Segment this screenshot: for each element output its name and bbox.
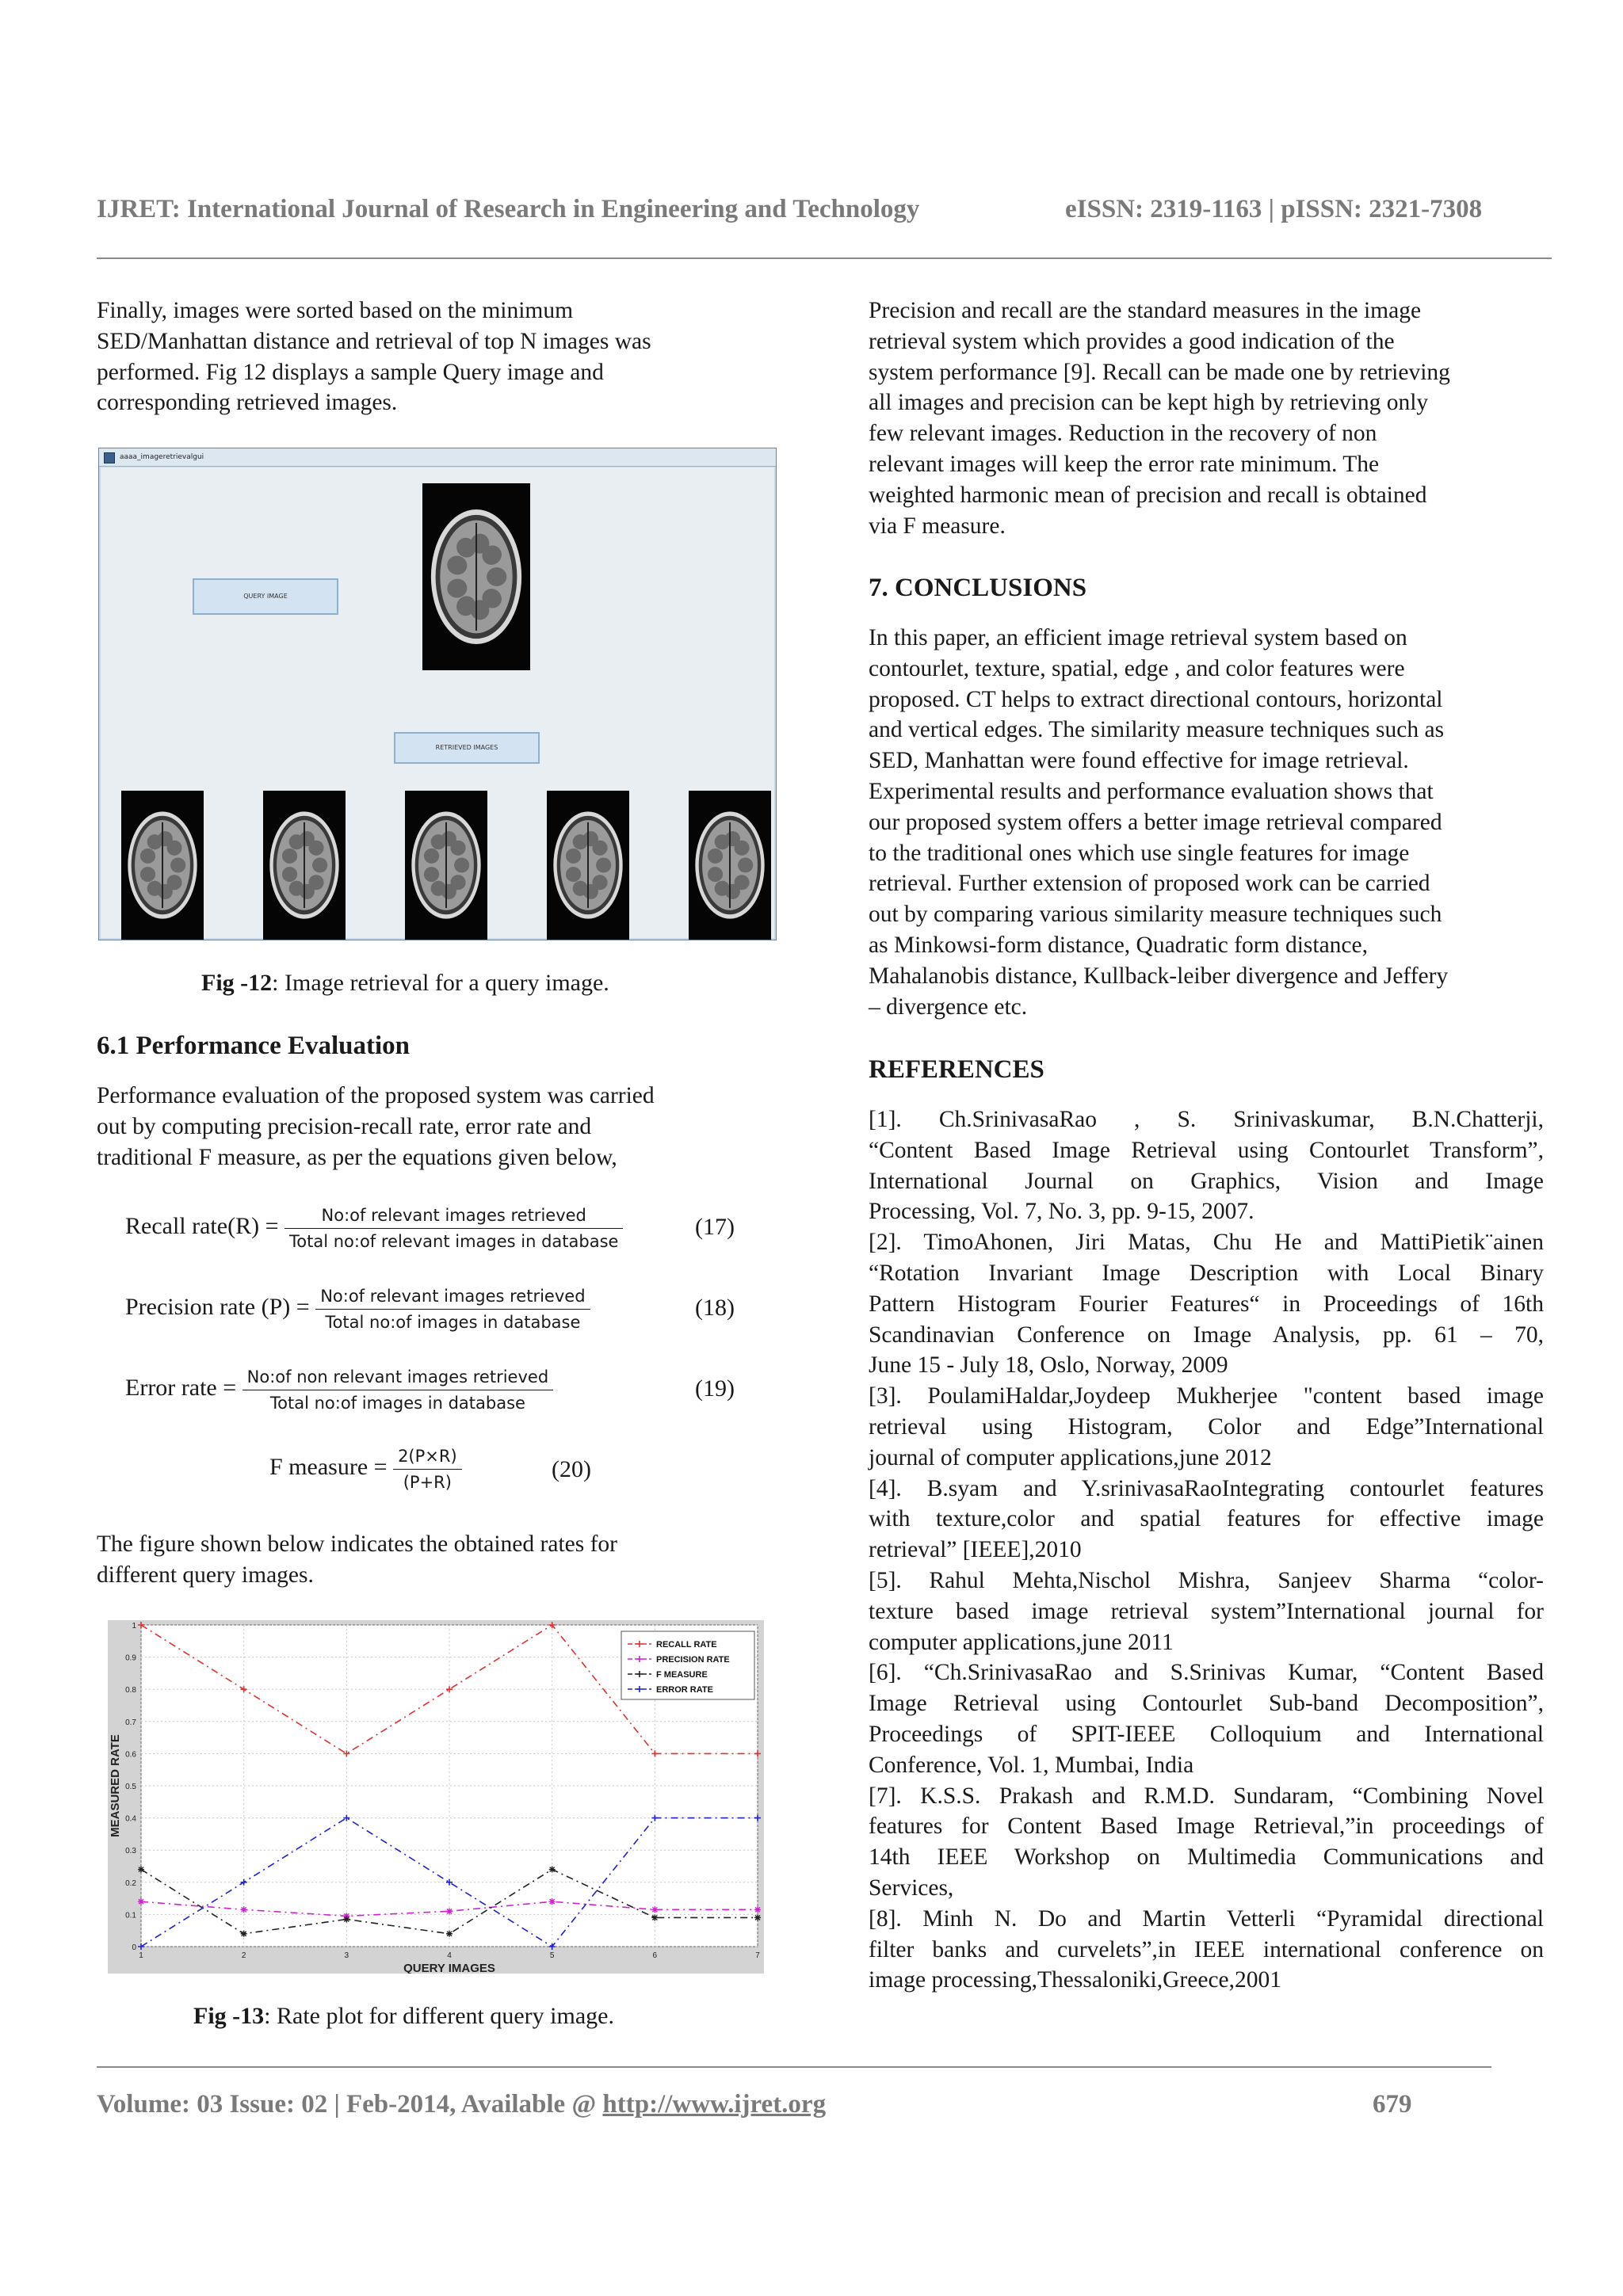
equation-number: (19): [695, 1375, 735, 1402]
reference-line: Proceedings of SPIT-IEEE Colloquium and International: [869, 1721, 1544, 1747]
y-tick-label: 0.2: [125, 1878, 136, 1888]
reference-line: journal of computer applications,june 2012: [869, 1444, 1272, 1470]
text-line: proposed. CT helps to extract directional contours, horizontal: [869, 686, 1443, 712]
reference-line: [1]. Ch.SrinivasaRao , S. Srinivaskumar, B.N.Chatterji,: [869, 1107, 1544, 1132]
y-tick-label: 1: [132, 1622, 136, 1630]
text-line: via F measure.: [869, 513, 1006, 539]
x-axis-label: QUERY IMAGES: [403, 1962, 495, 1974]
text-line: out by comparing various similarity measure techniques such: [869, 902, 1442, 928]
x-tick-label: 3: [344, 1951, 349, 1960]
query-mri-image: [422, 483, 530, 670]
reference-line: “Rotation Invariant Image Description with Local Binary: [869, 1260, 1544, 1286]
reference-line: “Content Based Image Retrieval using Contourlet Transform”,: [869, 1137, 1544, 1163]
fraction: [285, 1206, 623, 1251]
brain-scan-icon: [263, 791, 346, 940]
y-tick-label: 0.6: [125, 1750, 136, 1760]
figure-13-chart: [108, 1620, 764, 1974]
reference-line: International Journal on Graphics, Vision and Image: [869, 1168, 1544, 1194]
brain-scan-icon: [689, 791, 771, 940]
text-line: few relevant images. Reduction in the recovery of non: [869, 421, 1377, 447]
reference-line: filter banks and curvelets”,in IEEE international conference on: [869, 1936, 1544, 1962]
text-line: different query images.: [97, 1562, 314, 1588]
text-line: SED, Manhattan were found effective for image retrieval.: [869, 748, 1409, 774]
window-title: aaaa_imageretrievalgui: [120, 453, 204, 461]
query-image-button[interactable]: QUERY IMAGE: [193, 578, 338, 615]
precision-paragraph: [869, 296, 1544, 541]
retrieved-mri-image: [547, 791, 629, 940]
data-point: [241, 1931, 247, 1937]
text-line: performed. Fig 12 displays a sample Query image and: [97, 359, 604, 385]
numerator: No:of relevant images retrieved: [315, 1287, 590, 1310]
reference-line: features for Content Based Image Retrieval,”in proceedings of: [869, 1814, 1544, 1840]
equation-error: [125, 1367, 553, 1413]
gui-panel: [101, 467, 774, 938]
reference-line: [7]. K.S.S. Prakash and R.M.D. Sundaram, “Combining Novel: [869, 1783, 1544, 1809]
rate-plot: [108, 1620, 764, 1974]
brain-scan-icon: [121, 791, 204, 940]
reference-line: [4]. B.syam and Y.srinivasaRaoIntegrating contourlet features: [869, 1475, 1544, 1501]
reference-item: [869, 1657, 1544, 1780]
caption-text: : Image retrieval for a query image.: [272, 970, 609, 996]
text-line: Experimental results and performance evaluation shows that: [869, 778, 1434, 804]
text-line: retrieval system which provides a good indication of the: [869, 328, 1395, 354]
reference-line: retrieval” [IEEE],2010: [869, 1537, 1082, 1563]
data-point: [754, 1906, 761, 1913]
section-title-6-1: 6.1 Performance Evaluation: [97, 1032, 411, 1060]
retrieved-mri-image: [405, 791, 487, 940]
text-line: In this paper, an efficient image retrieval system based on: [869, 625, 1407, 650]
text-line: out by computing precision-recall rate, error rate and: [97, 1113, 592, 1139]
header-rule: [97, 257, 1552, 259]
journal-title: IJRET: International Journal of Research in Engineering and Technology: [97, 195, 920, 223]
x-tick-label: 1: [139, 1951, 143, 1960]
window-titlebar: [99, 448, 776, 467]
text-line: our proposed system offers a better image retrieval compared: [869, 809, 1442, 835]
denominator: (P+R): [403, 1473, 452, 1492]
data-point: [549, 1867, 556, 1873]
data-point: [446, 1931, 453, 1937]
text-line: corresponding retrieved images.: [97, 390, 398, 416]
x-tick-label: 7: [755, 1951, 760, 1960]
footer: [97, 2090, 1412, 2119]
figure-12-screenshot: [98, 448, 777, 940]
caption-text: : Rate plot for different query image.: [264, 2003, 614, 2029]
data-point: [446, 1908, 453, 1914]
reference-item: [869, 1566, 1544, 1657]
reference-line: Image Retrieval using Contourlet Sub-band Decomposition”,: [869, 1691, 1544, 1717]
legend-label: RECALL RATE: [656, 1640, 717, 1650]
intro-paragraph: [97, 296, 772, 418]
reference-line: Services,: [869, 1875, 954, 1901]
equation-number: (20): [552, 1456, 591, 1482]
data-point: [651, 1914, 658, 1920]
reference-item: [869, 1781, 1544, 1904]
reference-line: Scandinavian Conference on Image Analysis, pp. 61 – 70,: [869, 1322, 1544, 1348]
reference-item: [869, 1227, 1544, 1381]
text-line: The figure shown below indicates the obtained rates for: [97, 1531, 617, 1557]
data-point: [651, 1906, 658, 1913]
text-line: system performance [9]. Recall can be made one by retrieving: [869, 359, 1450, 385]
legend-label: ERROR RATE: [656, 1685, 713, 1695]
reference-item: [869, 1904, 1544, 1996]
reference-line: [5]. Rahul Mehta,Nischol Mishra, Sanjeev Sharma “color-: [869, 1567, 1544, 1593]
reference-line: Pattern Histogram Fourier Features“ in Proceedings of 16th: [869, 1291, 1544, 1317]
fraction: [393, 1447, 462, 1492]
reference-item: [869, 1104, 1544, 1227]
text-line: – divergence etc.: [869, 994, 1028, 1020]
y-tick-label: 0.9: [125, 1653, 136, 1663]
equation-number: (18): [695, 1295, 735, 1321]
data-point: [343, 1916, 349, 1922]
equation-lhs: F measure =: [269, 1454, 388, 1481]
text-line: as Minkowsi-form distance, Quadratic form distance,: [869, 932, 1368, 958]
y-tick-label: 0.8: [125, 1686, 136, 1695]
x-tick-label: 4: [447, 1951, 452, 1960]
text-line: weighted harmonic mean of precision and recall is obtained: [869, 482, 1427, 508]
text-line: Performance evaluation of the proposed system was carried: [97, 1083, 655, 1108]
denominator: Total no:of images in database: [325, 1313, 581, 1332]
reference-line: [8]. Minh N. Do and Martin Vetterli “Pyramidal directional: [869, 1905, 1544, 1932]
numerator: No:of relevant images retrieved: [285, 1206, 623, 1229]
text-line: contourlet, texture, spatial, edge , and color features were: [869, 655, 1405, 681]
y-tick-label: 0.1: [125, 1911, 136, 1920]
reference-line: texture based image retrieval system”International journal for: [869, 1598, 1544, 1624]
text-line: to the traditional ones which use single features for image: [869, 840, 1410, 866]
reference-line: computer applications,june 2011: [869, 1629, 1174, 1655]
fraction: [242, 1367, 553, 1413]
reference-line: [3]. PoulamiHaldar,Joydeep Mukherjee "content based image: [869, 1383, 1544, 1409]
legend-label: PRECISION RATE: [656, 1655, 730, 1665]
footer-rule: [97, 2066, 1491, 2068]
x-tick-label: 2: [241, 1951, 246, 1960]
denominator: Total no:of relevant images in database: [289, 1232, 619, 1251]
reference-line: Processing, Vol. 7, No. 3, pp. 9-15, 2007.: [869, 1199, 1254, 1225]
text-line: traditional F measure, as per the equations given below,: [97, 1144, 617, 1170]
numerator: No:of non relevant images retrieved: [242, 1367, 553, 1390]
conclusions-paragraph: [869, 623, 1544, 1022]
text-line: Mahalanobis distance, Kullback-leiber divergence and Jeffery: [869, 963, 1449, 989]
y-tick-label: 0.5: [125, 1783, 136, 1791]
journal-link[interactable]: http://www.ijret.org: [602, 2090, 827, 2119]
page-number: 679: [1373, 2090, 1412, 2119]
brain-scan-icon: [422, 483, 530, 670]
text-line: Precision and recall are the standard measures in the image: [869, 298, 1422, 323]
numerator: 2(P×R): [393, 1447, 462, 1470]
footer-text: Volume: 03 Issue: 02 | Feb-2014, Available @: [97, 2090, 603, 2119]
figure-12-caption: [201, 970, 609, 997]
reference-line: [6]. “Ch.SrinivasaRao and S.Srinivas Kumar, “Content Based: [869, 1660, 1544, 1686]
retrieved-images-button[interactable]: RETRIEVED IMAGES: [394, 732, 540, 764]
running-header: [97, 195, 1483, 224]
equation-lhs: Recall rate(R) =: [125, 1213, 279, 1240]
reference-line: with texture,color and spatial features for effective image: [869, 1506, 1544, 1532]
data-point: [241, 1906, 247, 1913]
text-line: relevant images will keep the error rate minimum. The: [869, 451, 1380, 477]
text-line: SED/Manhattan distance and retrieval of top N images was: [97, 328, 651, 354]
fraction: [315, 1287, 590, 1332]
legend-label: F MEASURE: [656, 1670, 708, 1680]
figure-13-caption: [193, 2003, 614, 2030]
y-tick-label: 0.4: [125, 1814, 136, 1824]
caption-label: Fig -13: [193, 2003, 265, 2029]
denominator: Total no:of images in database: [269, 1394, 525, 1413]
reference-line: June 15 - July 18, Oslo, Norway, 2009: [869, 1352, 1228, 1379]
data-point: [138, 1898, 144, 1905]
y-tick-label: 0.7: [125, 1718, 136, 1727]
reference-line: Conference, Vol. 1, Mumbai, India: [869, 1752, 1194, 1778]
figure-intro-paragraph: [97, 1529, 772, 1591]
x-tick-label: 6: [652, 1951, 658, 1960]
text-line: all images and precision can be kept high by retrieving only: [869, 390, 1429, 416]
caption-label: Fig -12: [201, 970, 273, 996]
text-line: Finally, images were sorted based on the minimum: [97, 298, 574, 323]
reference-line: 14th IEEE Workshop on Multimedia Communications and: [869, 1844, 1544, 1871]
text-line: retrieval. Further extension of proposed work can be carried: [869, 871, 1430, 897]
data-point: [754, 1914, 761, 1920]
reference-line: image processing,Thessaloniki,Greece,2001: [869, 1967, 1282, 1993]
conclusions-title: 7. CONCLUSIONS: [869, 574, 1087, 602]
app-icon: [104, 452, 115, 463]
retrieved-mri-image: [121, 791, 204, 940]
data-point: [138, 1867, 144, 1873]
brain-scan-icon: [547, 791, 629, 940]
x-tick-label: 5: [549, 1951, 555, 1960]
issn: eISSN: 2319-1163 | pISSN: 2321-7308: [1065, 195, 1483, 223]
equation-recall: [125, 1206, 623, 1251]
retrieved-mri-image: [689, 791, 771, 940]
performance-paragraph: [97, 1081, 772, 1173]
brain-scan-icon: [405, 791, 487, 940]
y-tick-label: 0.3: [125, 1847, 136, 1856]
reference-line: [2]. TimoAhonen, Jiri Matas, Chu He and MattiPietik¨ainen: [869, 1230, 1544, 1256]
references-list: [869, 1104, 1544, 1996]
retrieved-mri-image: [263, 791, 346, 940]
equation-precision: [125, 1287, 590, 1332]
reference-line: retrieval using Histogram, Color and Edge”International: [869, 1413, 1544, 1440]
data-point: [549, 1898, 556, 1905]
y-axis-label: MEASURED RATE: [109, 1734, 122, 1837]
equation-fmeasure: [269, 1447, 462, 1492]
y-tick-label: 0: [132, 1943, 136, 1952]
reference-item: [869, 1381, 1544, 1473]
reference-item: [869, 1474, 1544, 1566]
equation-lhs: Error rate =: [125, 1375, 237, 1402]
text-line: and vertical edges. The similarity measure techniques such as: [869, 717, 1445, 743]
references-title: REFERENCES: [869, 1055, 1044, 1084]
equation-lhs: Precision rate (P) =: [125, 1294, 310, 1321]
equation-number: (17): [695, 1214, 735, 1240]
